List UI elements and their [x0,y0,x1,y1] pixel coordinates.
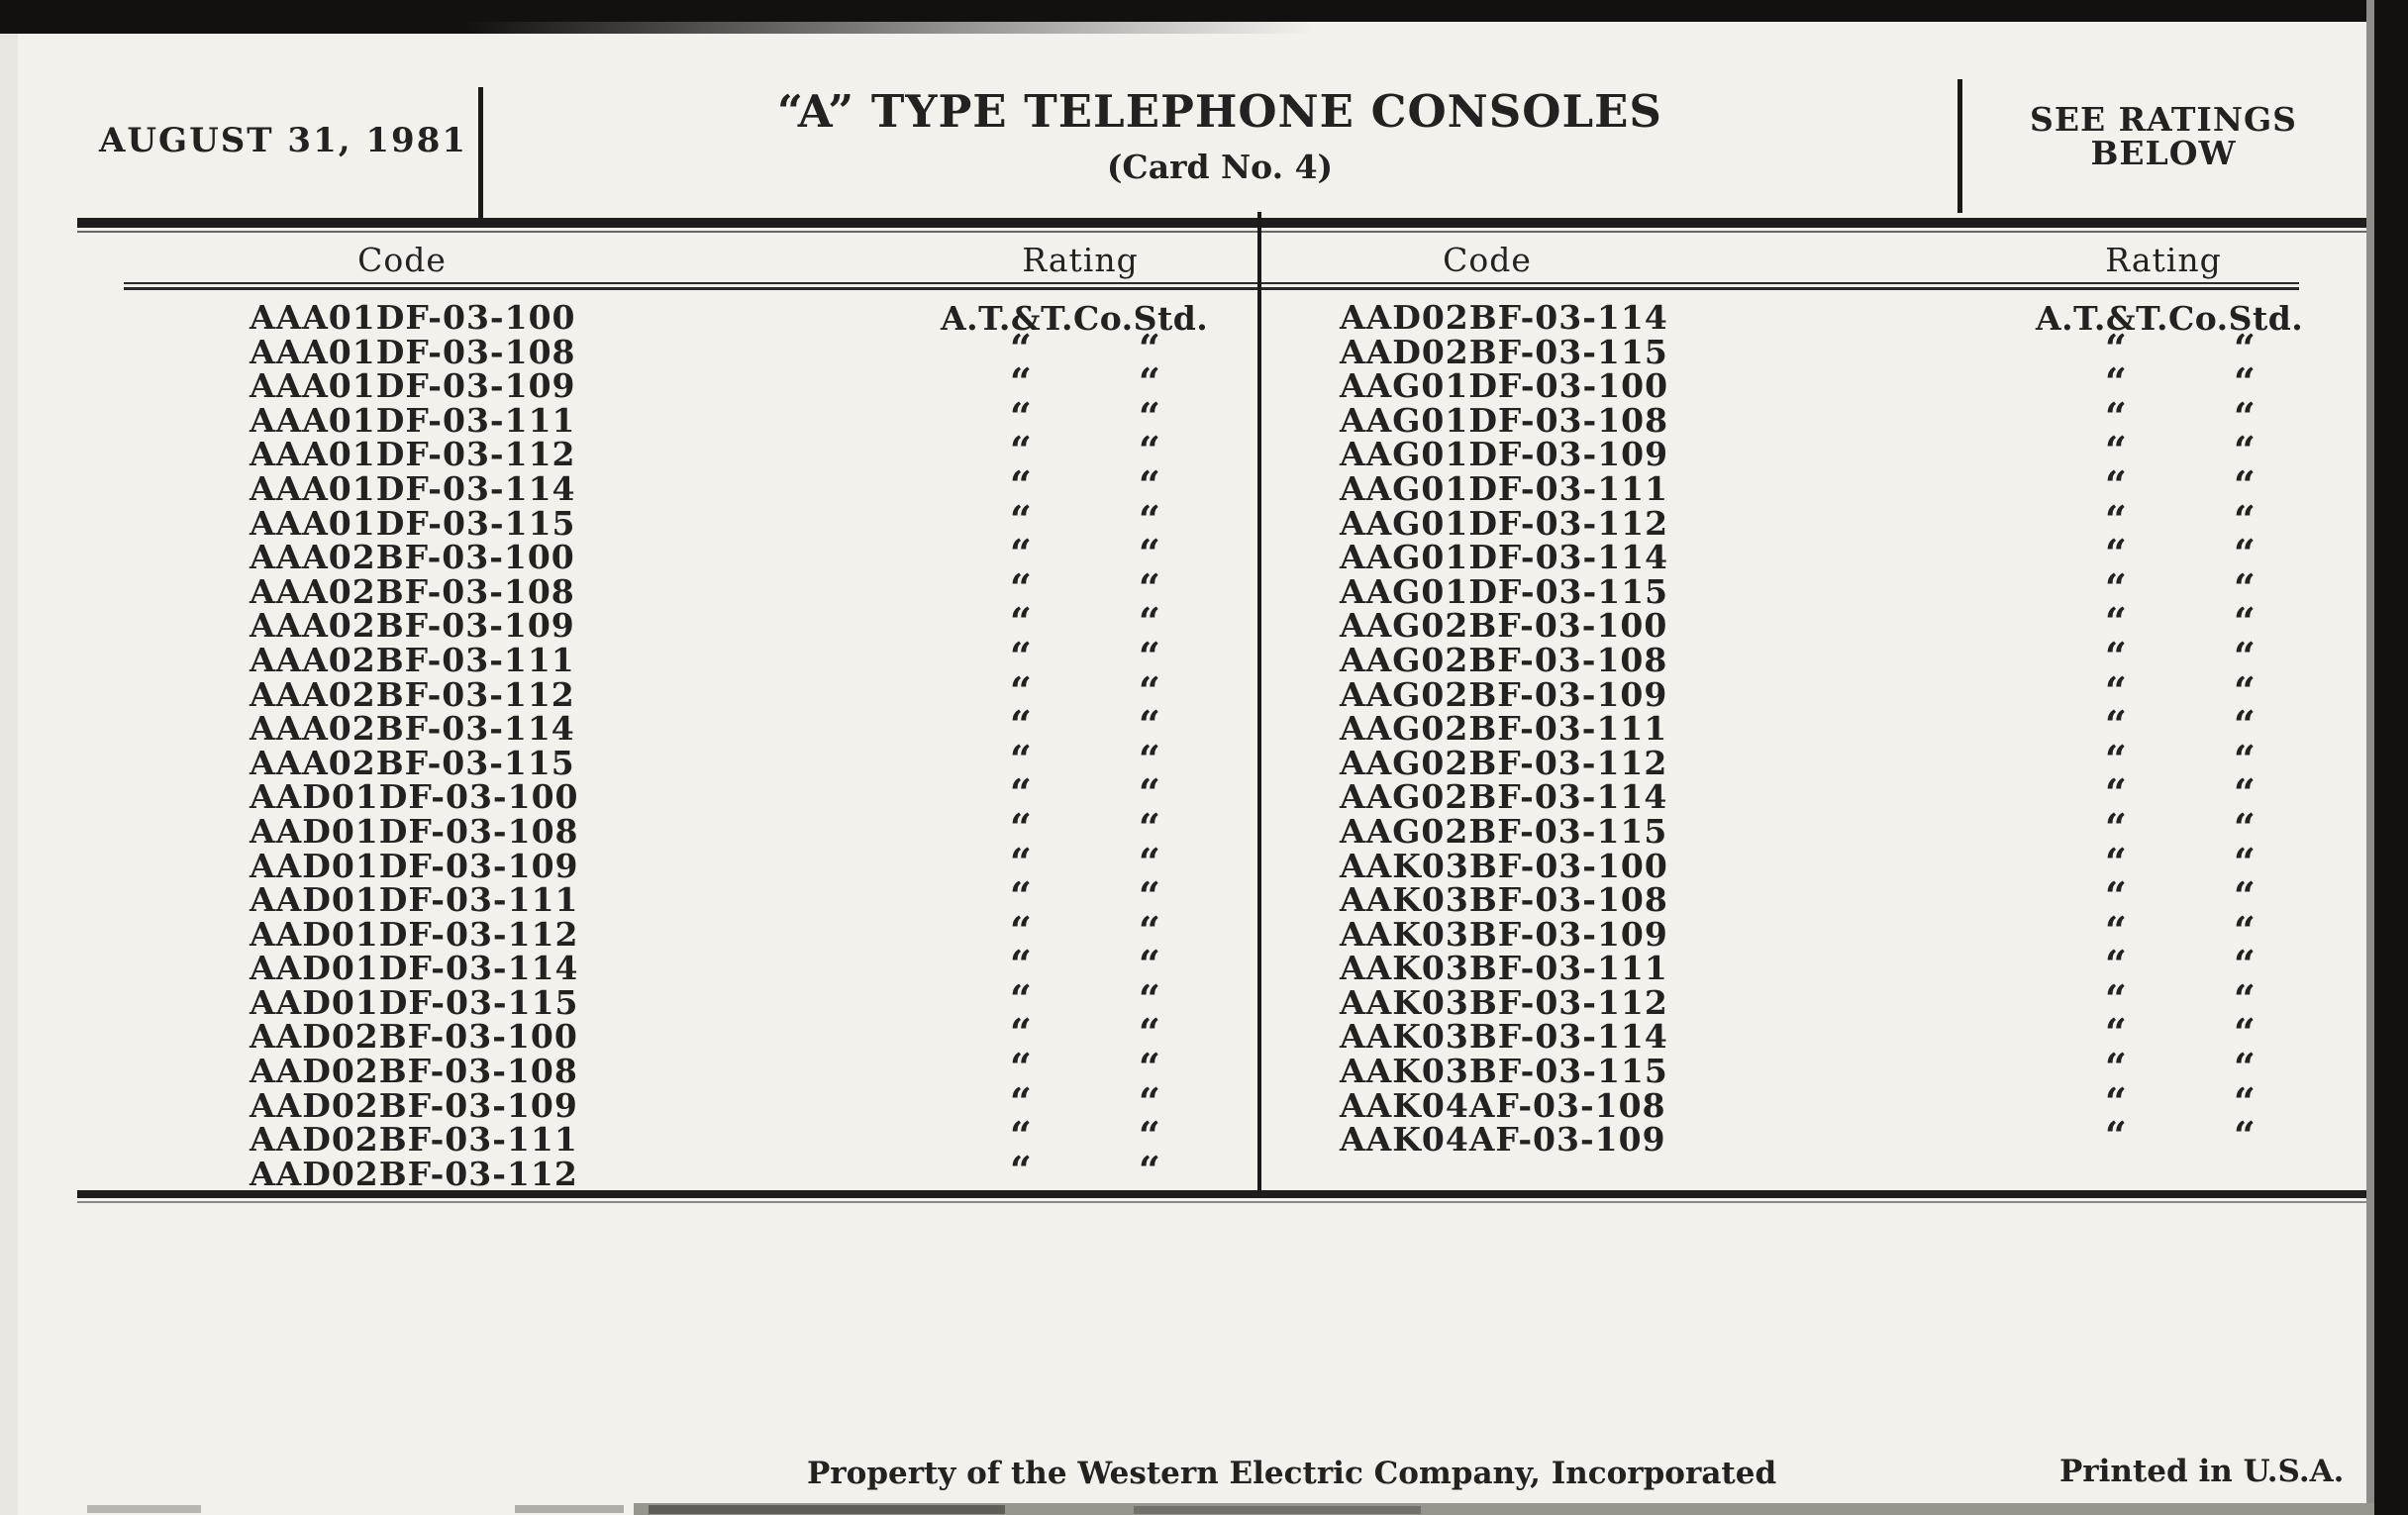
ditto-mark: “ [1139,873,1160,919]
ditto-mark: “ [1010,1010,1032,1056]
ditto-mark: “ [1010,496,1032,542]
ditto-mark: “ [1010,325,1032,370]
code-cell: AAK03BF-03-114 [1340,1017,1668,1057]
ditto-mark: “ [2105,667,2127,713]
ditto-mark: “ [1010,907,1032,953]
ditto-mark: “ [1010,1147,1032,1192]
ditto-mark: “ [2105,564,2127,610]
code-cell: AAK03BF-03-112 [1340,982,1668,1022]
ditto-mark: “ [1139,804,1160,850]
bottom-rule-echo [77,1201,2366,1203]
ditto-mark: “ [1139,942,1160,987]
ditto-mark: “ [1010,667,1032,713]
scan-top-band-edge [0,22,1545,34]
card-subtitle: (Card No. 4) [1106,148,1334,186]
code-cell: AAA01DF-03-111 [250,400,576,440]
ditto-mark: “ [1139,359,1160,405]
ditto-mark: “ [2234,393,2256,439]
ditto-mark: “ [2105,428,2127,473]
ditto-mark: “ [1139,428,1160,473]
code-cell: AAD01DF-03-100 [250,777,579,817]
code-cell: AAK03BF-03-115 [1340,1052,1668,1091]
ditto-mark: “ [2105,736,2127,781]
table-center-divider [1257,212,1261,1190]
page-edge [0,0,18,1515]
ditto-mark: “ [1010,393,1032,439]
ditto-mark: “ [1010,975,1032,1021]
ditto-mark: “ [2105,975,2127,1021]
ditto-mark: “ [2234,736,2256,781]
ditto-mark: “ [1010,702,1032,748]
code-cell: AAA02BF-03-100 [250,538,575,577]
code-cell: AAD02BF-03-108 [250,1052,578,1091]
code-cell: AAG01DF-03-111 [1340,468,1669,508]
scan-right-band [2374,0,2408,1515]
ditto-mark: “ [2234,873,2256,919]
ditto-mark: “ [1010,461,1032,507]
ditto-mark: “ [1139,907,1160,953]
code-cell: AAA02BF-03-111 [250,640,575,679]
code-cell: AAA01DF-03-115 [250,503,576,543]
code-cell: AAK04AF-03-108 [1340,1085,1666,1125]
ditto-mark: “ [1010,1078,1032,1124]
code-cell: AAG02BF-03-114 [1340,777,1668,817]
code-cell: AAG01DF-03-112 [1340,503,1669,543]
ditto-mark: “ [1139,393,1160,439]
code-cell: AAG01DF-03-100 [1340,366,1669,406]
ditto-mark: “ [2234,633,2256,678]
ditto-mark: “ [2234,1045,2256,1090]
ditto-mark: “ [2234,1113,2256,1159]
ditto-mark: “ [1139,1113,1160,1159]
ditto-mark: “ [2234,564,2256,610]
ditto-mark: “ [2234,667,2256,713]
code-cell: AAD01DF-03-111 [250,880,579,920]
rating-cell: A.T.&T.Co.Std. [2036,299,2304,338]
code-cell: AAA01DF-03-114 [250,468,576,508]
code-cell: AAA02BF-03-115 [250,743,575,782]
ditto-mark: “ [1010,531,1032,576]
scan-right-band-edge [2366,0,2374,1515]
ditto-mark: “ [2105,907,2127,953]
ditto-mark: “ [2234,839,2256,884]
code-cell: AAA02BF-03-108 [250,571,575,611]
code-cell: AAD01DF-03-115 [250,982,579,1022]
column-header-rating-right: Rating [2105,241,2222,279]
column-header-rule [124,287,2299,290]
code-cell: AAD02BF-03-112 [250,1154,578,1193]
code-cell: AAG01DF-03-108 [1340,400,1669,440]
scan-bottom-mark [515,1505,624,1513]
code-cell: AAD01DF-03-109 [250,846,579,885]
ditto-mark: “ [1139,461,1160,507]
header-rule [77,218,2366,228]
ditto-mark: “ [1139,564,1160,610]
header-divider-left [478,87,483,227]
code-column-right [1340,298,1669,1160]
header-divider-right [1957,79,1962,213]
ditto-mark: “ [2234,599,2256,645]
ditto-mark: “ [1010,873,1032,919]
ditto-mark: “ [2105,393,2127,439]
scan-bottom-mark [87,1505,201,1513]
ditto-mark: “ [2105,839,2127,884]
code-cell: AAD01DF-03-114 [250,949,579,988]
scan-bottom-mark [649,1505,1005,1514]
ditto-mark: “ [2234,1078,2256,1124]
ditto-mark: “ [2105,1045,2127,1090]
ditto-mark: “ [1010,564,1032,610]
card-date: AUGUST 31, 1981 [99,121,468,160]
code-cell: AAA02BF-03-112 [250,674,575,714]
column-header-code-left: Code [357,241,447,279]
ditto-mark: “ [1010,633,1032,678]
code-cell: AAK04AF-03-109 [1340,1120,1666,1160]
ditto-mark: “ [1010,770,1032,816]
rating-column-left [941,299,1209,1192]
ditto-mark: “ [1139,702,1160,748]
ditto-mark: “ [2105,702,2127,748]
ditto-mark: “ [2105,804,2127,850]
code-cell: AAA01DF-03-112 [250,435,576,474]
ditto-mark: “ [2234,702,2256,748]
ditto-mark: “ [1139,633,1160,678]
ditto-mark: “ [2105,942,2127,987]
ditto-mark: “ [2234,428,2256,473]
ditto-mark: “ [1010,839,1032,884]
ditto-mark: “ [2105,633,2127,678]
rating-cell [2036,1113,2293,1159]
code-cell: AAA02BF-03-114 [250,709,575,749]
code-cell: AAG02BF-03-115 [1340,811,1668,851]
rating-cell: A.T.&T.Co.Std. [941,299,1209,338]
ditto-mark: “ [2234,325,2256,370]
code-column-left [250,298,579,1193]
title-block [774,85,1665,186]
ditto-mark: “ [1139,1147,1160,1192]
ditto-mark: “ [2234,942,2256,987]
ditto-mark: “ [2234,461,2256,507]
column-header-rating-left: Rating [1022,241,1139,279]
ditto-mark: “ [1139,1010,1160,1056]
ditto-mark: “ [1139,599,1160,645]
ditto-mark: “ [2105,325,2127,370]
ditto-mark: “ [2234,804,2256,850]
rating-cell [941,1147,1198,1192]
card-title: “A” TYPE TELEPHONE CONSOLES [777,85,1662,138]
code-cell: AAG01DF-03-109 [1340,435,1669,474]
scan-top-band [0,0,2408,22]
ditto-mark: “ [2105,461,2127,507]
footer-printed-notice: Printed in U.S.A. [2059,1454,2345,1489]
code-cell: AAG01DF-03-114 [1340,538,1669,577]
ditto-mark: “ [1010,1045,1032,1090]
ratings-note [2000,100,2327,172]
ditto-mark: “ [2105,531,2127,576]
ditto-mark: “ [2105,1078,2127,1124]
code-cell: AAK03BF-03-111 [1340,949,1668,988]
code-cell: AAG02BF-03-111 [1340,709,1668,749]
ditto-mark: “ [1010,942,1032,987]
ditto-mark: “ [2234,531,2256,576]
ditto-mark: “ [1139,1078,1160,1124]
ditto-mark: “ [2234,359,2256,405]
code-cell: AAD01DF-03-112 [250,914,579,954]
ditto-mark: “ [1010,804,1032,850]
code-cell: AAG02BF-03-108 [1340,640,1668,679]
code-cell: AAK03BF-03-108 [1340,880,1668,920]
header-rule-echo [77,231,2366,233]
ditto-mark: “ [2234,496,2256,542]
ditto-mark: “ [1139,531,1160,576]
ditto-mark: “ [1139,975,1160,1021]
code-cell: AAG02BF-03-100 [1340,606,1668,646]
footer-property-notice: Property of the Western Electric Company, Incorporated [807,1456,1777,1491]
ditto-mark: “ [2105,1113,2127,1159]
code-cell: AAD02BF-03-109 [250,1085,578,1125]
ditto-mark: “ [1010,736,1032,781]
ditto-mark: “ [1010,359,1032,405]
ditto-mark: “ [1010,1113,1032,1159]
code-cell: AAK03BF-03-100 [1340,846,1668,885]
ditto-mark: “ [2105,770,2127,816]
code-cell: AAA02BF-03-109 [250,606,575,646]
ditto-mark: “ [2234,975,2256,1021]
code-cell: AAA01DF-03-100 [250,298,576,337]
ditto-mark: “ [2105,873,2127,919]
code-cell: AAD01DF-03-108 [250,811,579,851]
ditto-mark: “ [2105,1010,2127,1056]
ditto-mark: “ [1139,839,1160,884]
ditto-mark: “ [1139,325,1160,370]
ditto-mark: “ [1010,599,1032,645]
ditto-mark: “ [1010,428,1032,473]
code-cell: AAG01DF-03-115 [1340,571,1669,611]
ditto-mark: “ [2234,1010,2256,1056]
ditto-mark: “ [2105,599,2127,645]
code-cell: AAD02BF-03-111 [250,1120,578,1160]
code-cell: AAD02BF-03-114 [1340,298,1668,337]
code-cell: AAD02BF-03-115 [1340,332,1668,371]
code-cell: AAA01DF-03-109 [250,366,576,406]
code-cell: AAK03BF-03-109 [1340,914,1668,954]
code-cell: AAG02BF-03-109 [1340,674,1668,714]
ditto-mark: “ [2234,907,2256,953]
ditto-mark: “ [1139,667,1160,713]
column-header-code-right: Code [1443,241,1532,279]
column-header-rule [124,282,2299,284]
ratings-note-line-2: BELOW [2090,134,2237,172]
ditto-mark: “ [2105,359,2127,405]
ditto-mark: “ [2105,496,2127,542]
ditto-mark: “ [2234,770,2256,816]
code-cell: AAD02BF-03-100 [250,1017,578,1057]
ditto-mark: “ [1139,770,1160,816]
code-cell: AAG02BF-03-112 [1340,743,1668,782]
code-cell: AAA01DF-03-108 [250,332,576,371]
scan-bottom-mark [1134,1506,1421,1514]
ditto-mark: “ [1139,1045,1160,1090]
rating-column-right [2036,299,2304,1159]
ratings-note-line-1: SEE RATINGS [2029,100,2298,139]
ditto-mark: “ [1139,736,1160,781]
ditto-mark: “ [1139,496,1160,542]
